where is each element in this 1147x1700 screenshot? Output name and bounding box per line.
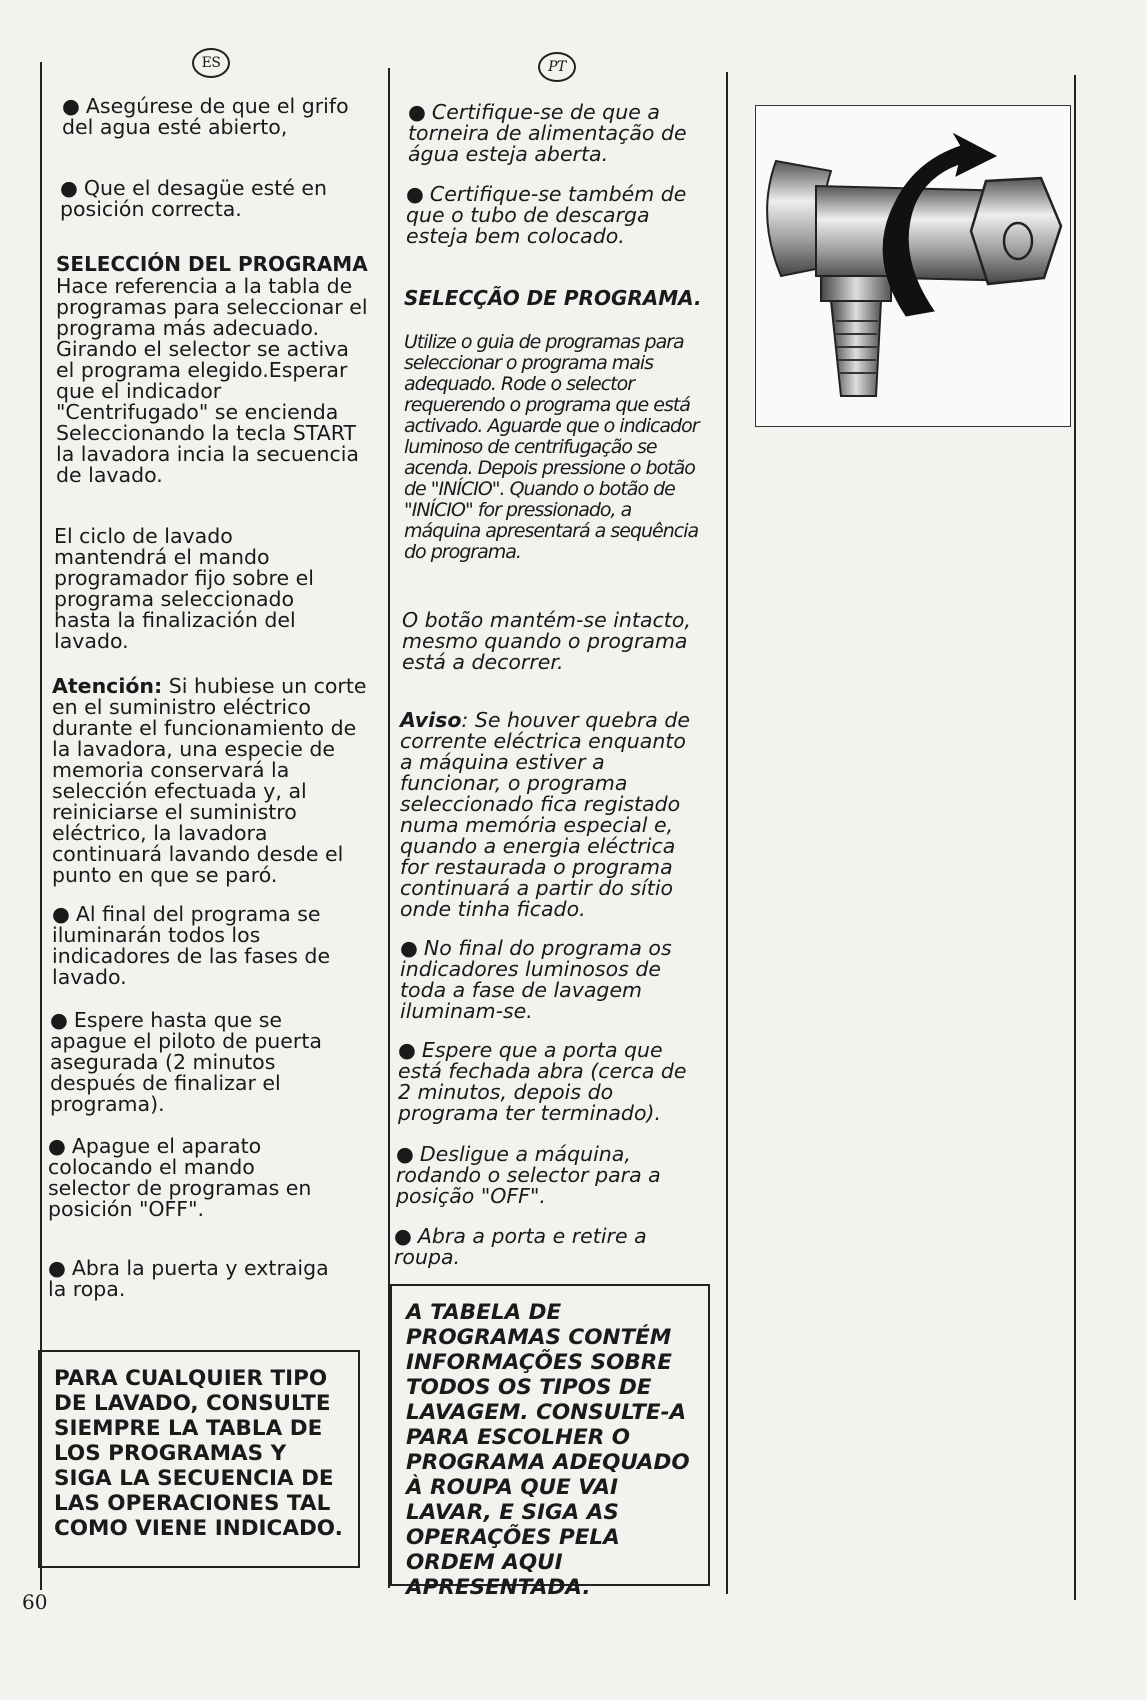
es-drain-position: ● Que el desagüe esté en posición correcta. xyxy=(60,178,360,220)
pt-knob-text: O botão mantém-se intacto, mesmo quando o programa está a decorrer. xyxy=(402,608,691,674)
pt-door-wait: ● Espere que a porta que está fechada abra (cerca de 2 minutos, depois do programa ter terminado). xyxy=(398,1040,703,1124)
es-remove-laundry: ● Abra la puerta y extraiga la ropa. xyxy=(48,1258,343,1300)
column-rule-right xyxy=(1074,75,1076,1600)
es-notice-box: PARA CUALQUIER TIPO DE LAVADO, CONSULTE SIEMPRE LA TABLA DE LOS PROGRAMAS Y SIGA LA SECUENCIA DE LAS OPERACIONES TAL COMO VIENE INDICADO. xyxy=(38,1350,360,1568)
es-cycle-text: El ciclo de lavado mantendrá el mando programador fijo sobre el programa seleccionado hasta la finalización del lavado. xyxy=(54,524,314,653)
pt-notice-box: A TABELA DE PROGRAMAS CONTÉM INFORMAÇÕES SOBRE TODOS OS TIPOS DE LAVAGEM. CONSULTE-A PARA ESCOLHER O PROGRAMA ADEQUADO À ROUPA QUE VAI LAVAR, E SIGA AS OPERAÇÕES PELA ORDEM AQUI APRESENTADA. xyxy=(390,1284,710,1586)
es-end-indicators: ● Al final del programa se iluminarán todos los indicadores de las fases de lavado. xyxy=(52,904,347,988)
pt-tap-open: ● Certifique-se de que a torneira de alimentação de água esteja aberta. xyxy=(408,102,708,165)
page-number: 60 xyxy=(22,1590,48,1614)
es-selection-text: Hace referencia a la tabla de programas para seleccionar el programa más adecuado. Girando el selector se activa el programa elegido.Esperar que el indicador "Centrifugado" se encienda Seleccionando la tecla START la lavadora incia la secuencia de lavado. xyxy=(56,274,368,487)
es-switch-off: ● Apague el aparato colocando el mando selector de programas en posición "OFF". xyxy=(48,1136,338,1220)
es-section-heading: SELECCIÓN DEL PROGRAMA xyxy=(56,252,368,276)
pt-end-indicators: ● No final do programa os indicadores luminosos de toda a fase de lavagem iluminam-se. xyxy=(400,938,685,1022)
pt-warning-label: Aviso xyxy=(400,708,462,732)
water-tap-icon xyxy=(756,106,1070,426)
pt-remove-laundry: ● Abra a porta e retire a roupa. xyxy=(394,1226,674,1268)
pt-warning-text: Se houver quebra de corrente eléctrica enquanto a máquina estiver a funcionar, o programa seleccionado fica registado numa memória especial e, quando a energia eléctrica for restaurada o programa continuará a partir do sítio onde tinha ficado. xyxy=(400,708,690,921)
pt-switch-off: ● Desligue a máquina, rodando o selector para a posição "OFF". xyxy=(396,1144,686,1207)
language-badge-pt: PT xyxy=(538,52,576,82)
pt-selection-text: Utilize o guia de programas para seleccionar o programa mais adequado. Rode o selector requerendo o programa que está activado. Aguarde que o indicador luminoso de centrifugação se acenda. Depois pressione o botão de "INÍCIO". Quando o botão de "INÍCIO" for pressionado, a máquina apresentará a sequência do programa. xyxy=(404,331,699,563)
pt-section-heading: SELECÇÃO DE PROGRAMA. xyxy=(404,286,702,310)
pt-warning-block: Aviso: Se houver quebra de corrente eléctrica enquanto a máquina estiver a funcionar, o programa seleccionado fica registado numa memória especial e, quando a energia eléctrica for restaurada o programa continuará a partir do sítio onde tinha ficado. xyxy=(400,708,690,921)
language-badge-es: ES xyxy=(192,48,230,78)
column-rule-mid-2 xyxy=(726,72,728,1594)
spanish-column xyxy=(48,48,377,1588)
es-attention-text: Si hubiese un corte en el suministro eléctrico durante el funcionamiento de la lavadora, una especie de memoria conservará la selección efectuada y, al reiniciarse el suministro eléctrico, la lavadora continuará lavando desde el punto en que se paró. xyxy=(52,674,367,887)
portuguese-column xyxy=(394,52,718,1600)
pt-drain-hose: ● Certifique-se também de que o tubo de descarga esteja bem colocado. xyxy=(406,184,701,247)
es-attention-label: Atención: xyxy=(52,674,163,698)
es-tap-open: ● Asegúrese de que el grifo del agua esté abierto, xyxy=(62,96,367,138)
tap-illustration xyxy=(755,105,1071,427)
es-door-wait: ● Espere hasta que se apague el piloto de puerta asegurada (2 minutos después de finalizar el programa). xyxy=(50,1010,350,1115)
es-attention-block xyxy=(52,676,367,886)
